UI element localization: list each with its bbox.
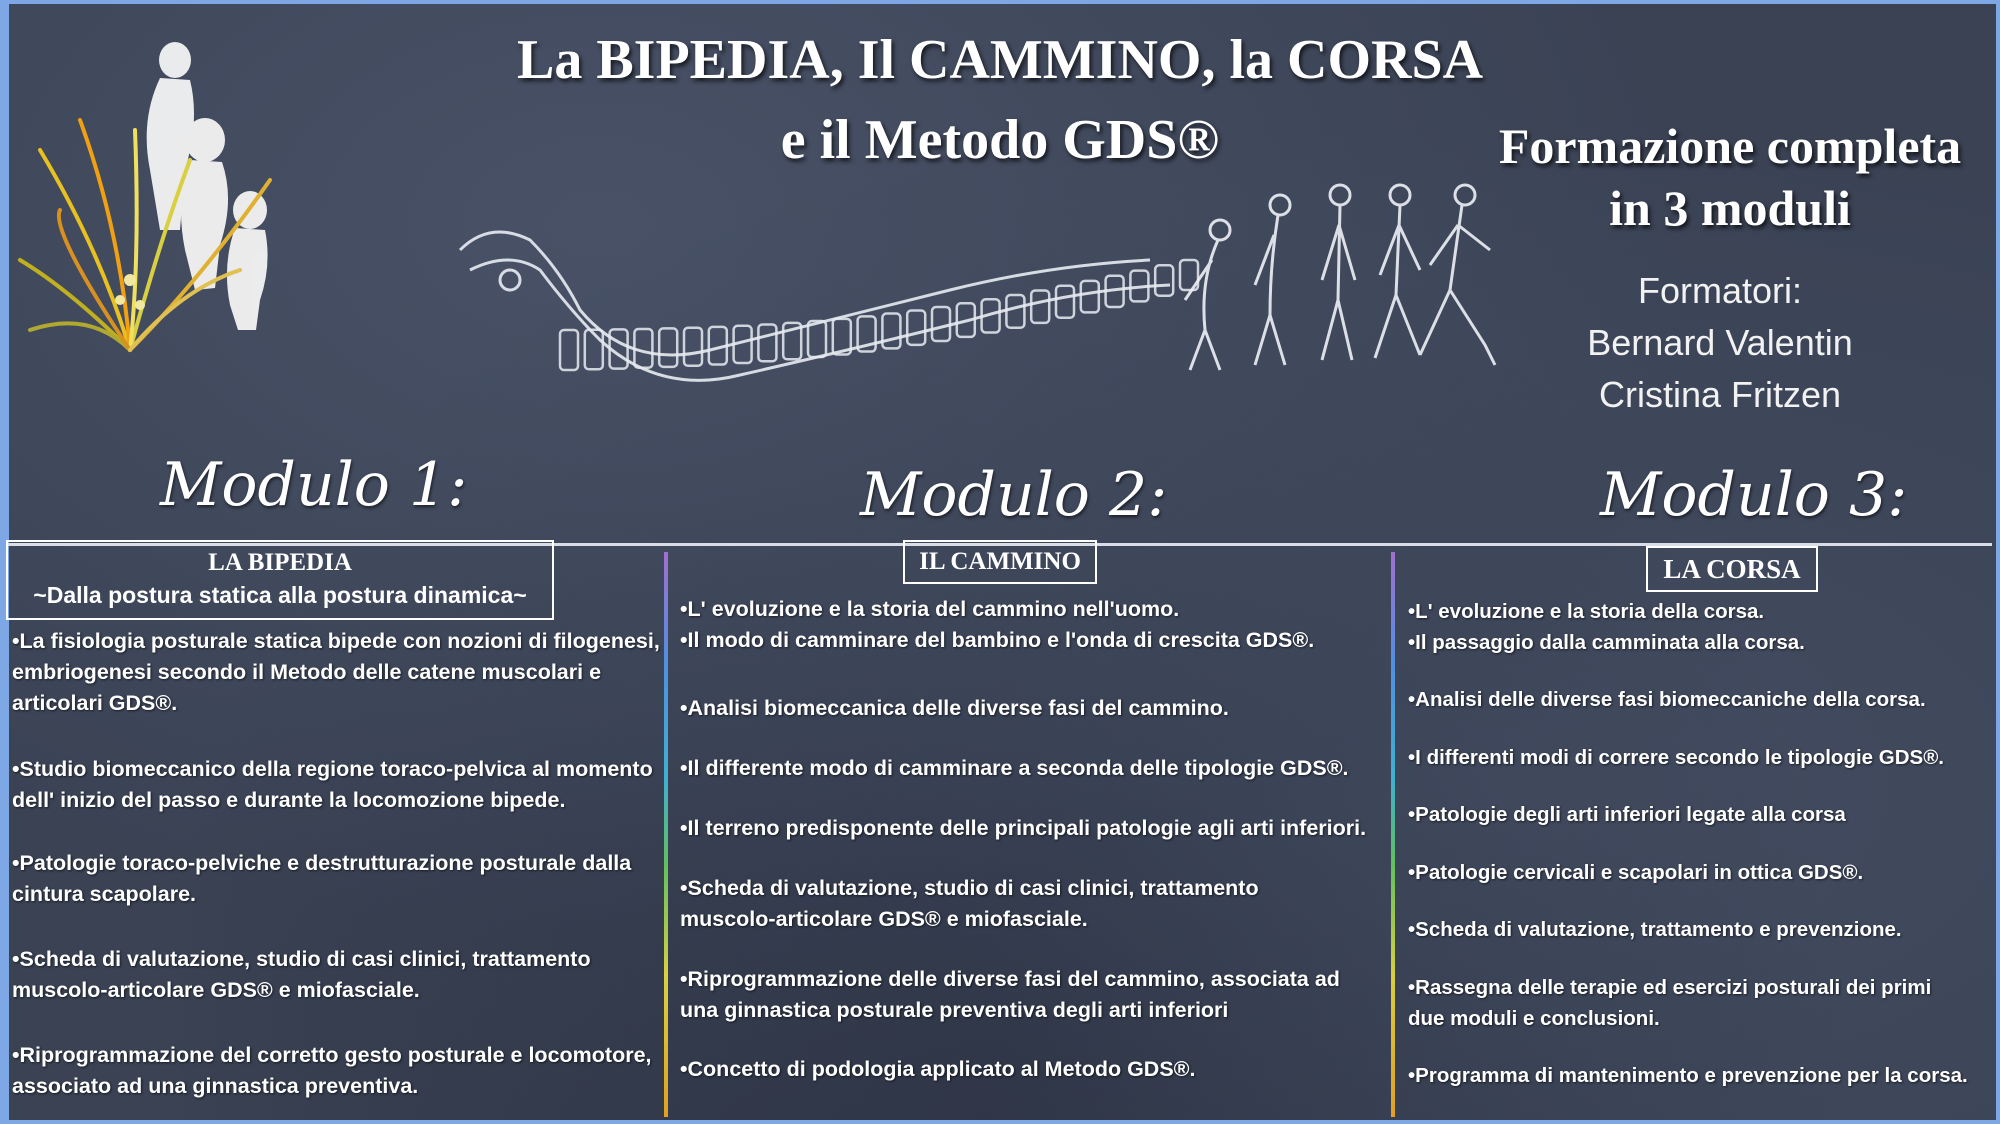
column-divider — [1391, 552, 1395, 1117]
list-item: •Scheda di valutazione, trattamento e prevenzione. — [1408, 918, 1902, 941]
vertebra-shape — [659, 328, 677, 366]
list-item: •Studio biomeccanico della regione toraco-pelvica al momento dell' inizio del passo e durante la locomozione bipede. — [12, 757, 653, 812]
main-title-line2: e il Metodo GDS® — [780, 109, 1220, 171]
module-1-title-box — [6, 540, 554, 620]
vertebra-shape — [560, 330, 578, 370]
list-item: •Riprogrammazione del corretto gesto posturale e locomotore, associato ad una ginnastica preventiva. — [12, 1043, 652, 1098]
list-item: •Analisi biomeccanica delle diverse fasi del cammino. — [680, 696, 1229, 720]
vertebra-shape — [1081, 281, 1099, 313]
spine-evolution-illustration-icon — [450, 180, 1510, 460]
formatore-name: Bernard Valentin — [1587, 322, 1853, 363]
module-1-subtitle: ~Dalla postura statica alla postura dinamica~ — [33, 582, 527, 608]
vertebra-shape — [1031, 290, 1049, 322]
logo-plant-figures-icon — [10, 30, 280, 360]
vertebra-shape — [1155, 265, 1173, 295]
module-1-heading: Modulo 1: — [160, 450, 468, 520]
formatore-name: Cristina Fritzen — [1598, 374, 1842, 415]
list-item: •L' evoluzione e la storia della corsa. — [1408, 600, 1765, 623]
vertebra-shape — [907, 310, 925, 344]
vertebra-shape — [684, 328, 702, 366]
main-title-line1: La BIPEDIA, Il CAMMINO, la CORSA — [516, 29, 1484, 91]
vertebra-shape — [1056, 286, 1074, 318]
vertebra-shape — [932, 307, 950, 341]
vertebra-shape — [808, 321, 826, 357]
column-divider — [664, 552, 668, 1117]
module-2-heading: Modulo 2: — [860, 460, 1168, 530]
formazione-heading — [1460, 115, 2000, 239]
formazione-line1: Formazione completa — [1498, 118, 1962, 174]
vertebra-shape — [882, 314, 900, 349]
list-item: •Patologie toraco-pelviche e destrutturazione posturale dalla cintura scapolare. — [12, 851, 632, 906]
list-item: •I differenti modi di correre secondo le tipologie GDS®. — [1408, 746, 1944, 769]
list-item: •Analisi delle diverse fasi biomeccaniche della corsa. — [1408, 688, 1926, 711]
vertebra-shape — [1006, 295, 1024, 328]
list-item: •Rassegna delle terapie ed esercizi posturali dei primi due moduli e conclusioni. — [1408, 976, 1932, 1030]
list-item: •Il differente modo di camminare a seconda delle tipologie GDS®. — [680, 756, 1349, 780]
list-item: •Scheda di valutazione, studio di casi clinici, trattamento muscolo-articolare GDS® e miofasciale. — [12, 947, 591, 1002]
list-item: •La fisiologia posturale statica bipede con nozioni di filogenesi, embriogenesi secondo il Metodo delle catene muscolari e articolari GDS®. — [12, 629, 660, 715]
formazione-line2: in 3 moduli — [1609, 180, 1851, 236]
list-item: •L' evoluzione e la storia del cammino nell'uomo. — [680, 597, 1180, 621]
formatori-label: Formatori: — [1637, 270, 1803, 311]
list-item: •Patologie degli arti inferiori legate alla corsa — [1408, 803, 1846, 826]
list-item: •Concetto di podologia applicato al Metodo GDS®. — [680, 1057, 1196, 1081]
list-item: •Scheda di valutazione, studio di casi clinici, trattamento muscolo-articolare GDS® e miofasciale. — [680, 876, 1259, 931]
list-item: •Riprogrammazione delle diverse fasi del cammino, associata ad una ginnastica posturale preventiva degli arti inferiori — [680, 967, 1340, 1022]
module-3-title-box: LA CORSA — [1646, 546, 1818, 592]
vertebra-shape — [758, 324, 776, 361]
list-item: •Il passaggio dalla camminata alla corsa. — [1408, 631, 1805, 654]
module-1-title: LA BIPEDIA — [208, 549, 352, 576]
module-2-title-box: IL CAMMINO — [903, 540, 1097, 584]
list-item: •Programma di mantenimento e prevenzione per la corsa. — [1408, 1064, 1968, 1087]
list-item: •Patologie cervicali e scapolari in ottica GDS®. — [1408, 861, 1864, 884]
list-item: •Il terreno predisponente delle principali patologie agli arti inferiori. — [680, 816, 1367, 840]
formatori-block — [1520, 265, 1920, 421]
list-item: •Il modo di camminare del bambino e l'onda di crescita GDS®. — [680, 628, 1315, 652]
module-3-heading: Modulo 3: — [1600, 460, 1908, 530]
